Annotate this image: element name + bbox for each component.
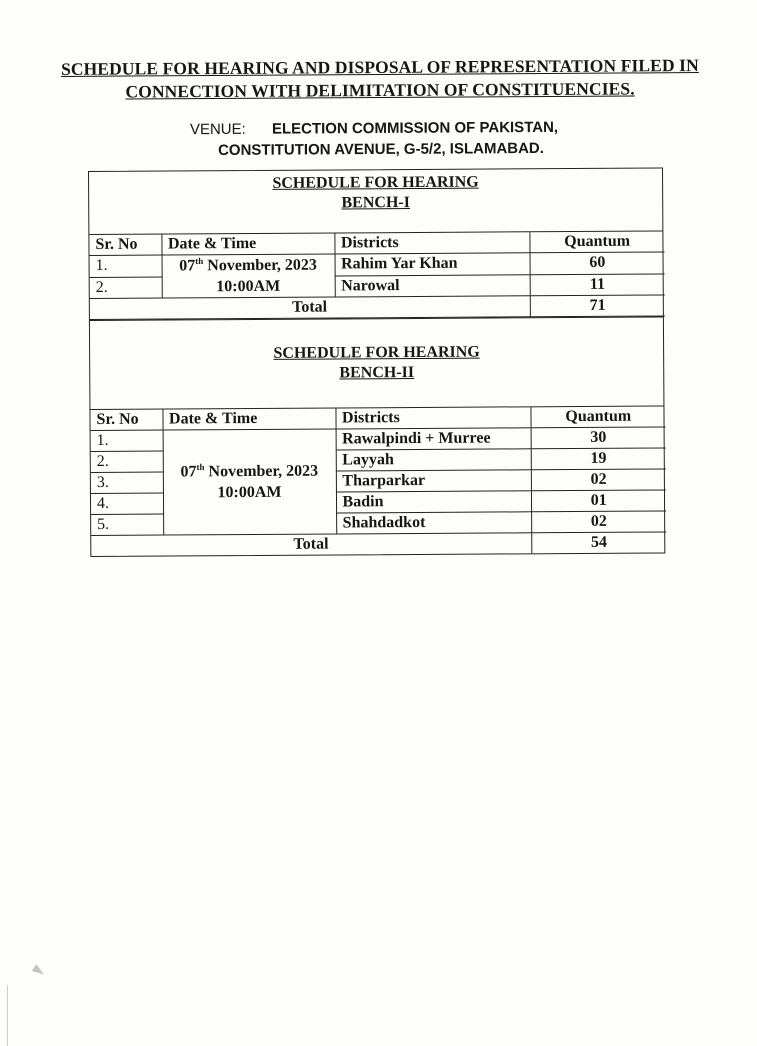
col-header-quantum: Quantum: [529, 231, 664, 252]
district-cell: Tharparkar: [336, 470, 531, 492]
quantum-cell: 19: [531, 448, 666, 470]
sr-cell: 4.: [91, 493, 163, 514]
sr-cell: 1.: [90, 255, 162, 277]
sr-cell: 3.: [91, 472, 163, 493]
date-time-cell: 07th November, 2023 10:00AM: [163, 429, 337, 535]
total-value: 54: [531, 532, 666, 553]
district-cell: Shahdadkot: [336, 512, 531, 534]
quantum-cell: 01: [531, 490, 666, 512]
district-cell: Badin: [336, 491, 531, 513]
bench-1-heading: SCHEDULE FOR HEARING: [272, 173, 479, 192]
bench-1-section: [88, 167, 665, 557]
sr-cell: 1.: [91, 430, 163, 451]
venue-label: VENUE:: [189, 120, 246, 139]
district-cell: Rahim Yar Khan: [335, 253, 530, 276]
quantum-cell: 02: [531, 469, 666, 491]
bench-1-table: [89, 231, 665, 320]
sr-cell: 5.: [91, 514, 163, 535]
bench-1-name: BENCH-I: [341, 194, 410, 212]
title-line-1: SCHEDULE FOR HEARING AND DISPOSAL OF REPRESENTATION FILED IN: [60, 55, 699, 79]
scan-mark: [32, 964, 46, 977]
venue-line-1: ELECTION COMMISSION OF PAKISTAN,: [271, 118, 559, 138]
bench-2-header: [90, 316, 664, 409]
col-header-sr: Sr. No: [90, 410, 162, 431]
sr-cell: 2.: [91, 451, 163, 472]
quantum-cell: 60: [530, 252, 665, 274]
bench-2-heading: SCHEDULE FOR HEARING: [273, 343, 480, 362]
total-label: Total: [91, 533, 531, 556]
document-title: [30, 54, 730, 104]
quantum-cell: 30: [531, 427, 666, 449]
quantum-cell: 11: [530, 273, 665, 295]
bench-2-name: BENCH-II: [339, 364, 415, 382]
col-header-quantum: Quantum: [530, 406, 665, 427]
total-label: Total: [90, 296, 530, 320]
schedule-sheet: [88, 167, 665, 557]
title-line-2: CONNECTION WITH DELIMITATION OF CONSTITUENCIES.: [125, 78, 635, 102]
page-edge-line: [7, 985, 8, 1046]
col-header-districts: Districts: [335, 407, 530, 429]
sr-cell: 2.: [90, 277, 162, 299]
col-header-sr: Sr. No: [89, 235, 161, 256]
col-header-districts: Districts: [334, 232, 529, 254]
district-cell: Layyah: [336, 449, 531, 471]
total-row: [90, 295, 665, 320]
quantum-cell: 02: [531, 511, 666, 533]
venue-block: [190, 117, 558, 161]
district-cell: Rawalpindi + Murree: [336, 428, 531, 450]
total-value: 71: [530, 295, 665, 317]
bench-2-table: [90, 406, 666, 556]
total-row: [91, 532, 666, 556]
date-time-cell: 07th November, 2023 10:00AM: [162, 254, 335, 298]
col-header-date-time: Date & Time: [162, 408, 335, 430]
district-cell: Narowal: [335, 274, 530, 297]
venue-line-2: CONSTITUTION AVENUE, G-5/2, ISLAMABAD.: [218, 139, 544, 159]
time-text: 10:00AM: [216, 277, 281, 296]
time-text: 10:00AM: [217, 483, 282, 502]
bench-1-header: [89, 168, 662, 234]
col-header-date-time: Date & Time: [161, 233, 334, 255]
